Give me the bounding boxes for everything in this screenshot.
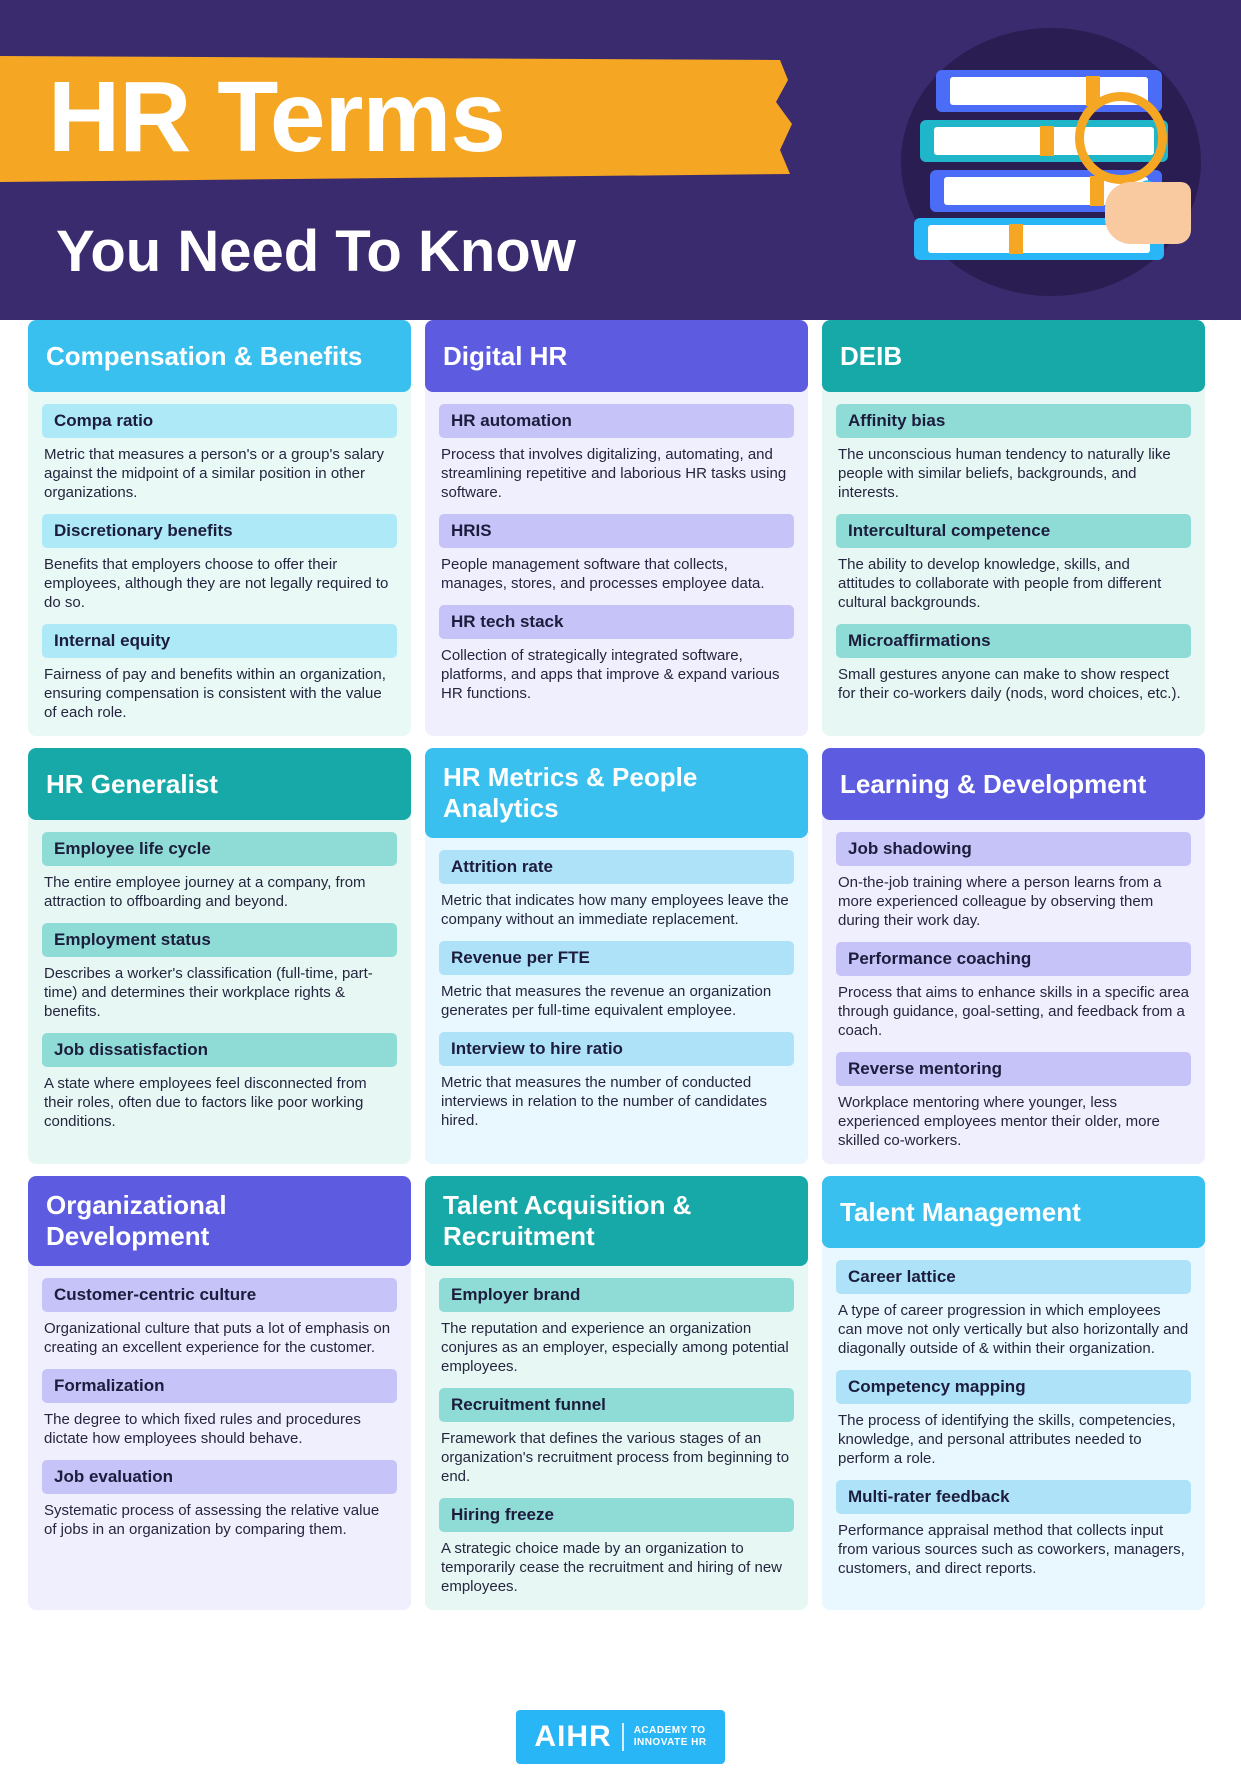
term-definition: The degree to which fixed rules and procedures dictate how employees should behave.: [44, 1411, 361, 1447]
logo-tagline-line1: ACADEMY TO: [633, 1725, 706, 1736]
term-label: Compa ratio: [42, 404, 397, 438]
term-label: Career lattice: [836, 1260, 1191, 1294]
term-card-title: Organizational Development: [28, 1176, 411, 1266]
term-card: [822, 320, 1205, 736]
term-definition: The reputation and experience an organization conjures as an employer, especially among potential employees.: [441, 1320, 789, 1375]
magnifier-icon: [1075, 92, 1167, 184]
term-card-title: HR Generalist: [28, 748, 411, 820]
term-card-title: Learning & Development: [822, 748, 1205, 820]
term-label: Job dissatisfaction: [42, 1033, 397, 1067]
term-card: [28, 320, 411, 736]
page-header: [0, 0, 1241, 320]
term-definition: Fairness of pay and benefits within an organization, ensuring compensation is consistent with the value of each role.: [44, 666, 386, 721]
term-definition: Metric that indicates how many employees leave the company without an immediate replacement.: [441, 892, 789, 928]
page-title: HR Terms: [48, 61, 505, 173]
term-definition: The entire employee journey at a company, from attraction to offboarding and beyond.: [44, 874, 366, 910]
term-definition: Metric that measures the revenue an organization generates per full-time equivalent employee.: [441, 983, 772, 1019]
term-definition: A state where employees feel disconnected from their roles, often due to factors like poor working conditions.: [44, 1075, 367, 1130]
term-card: [822, 1176, 1205, 1610]
page-footer: [0, 1710, 1241, 1764]
term-definition: Metric that measures a person's or a group's salary against the midpoint of a similar position in other organizations.: [44, 446, 385, 501]
term-definition: Framework that defines the various stages of an organization's recruitment process from beginning to end.: [441, 1430, 790, 1485]
hand-icon: [1105, 182, 1191, 244]
term-definition: Benefits that employers choose to offer their employees, although they are not legally required to do so.: [44, 556, 389, 611]
term-card: [28, 748, 411, 1164]
term-definition: People management software that collects, manages, stores, and processes employee data.: [441, 556, 765, 592]
term-definition: A strategic choice made by an organization to temporarily cease the recruitment and hiring of new employees.: [441, 1540, 783, 1595]
term-definition: A type of career progression in which employees can move not only vertically but also horizontally and diagonally outside of & within their organization.: [838, 1302, 1189, 1357]
term-label: Reverse mentoring: [836, 1052, 1191, 1086]
term-label: Attrition rate: [439, 850, 794, 884]
term-card: [28, 1176, 411, 1610]
term-label: Job shadowing: [836, 832, 1191, 866]
term-definition: The ability to develop knowledge, skills, and attitudes to collaborate with people from different cultural backgrounds.: [838, 556, 1162, 611]
term-label: Recruitment funnel: [439, 1388, 794, 1422]
term-label: Discretionary benefits: [42, 514, 397, 548]
term-label: Affinity bias: [836, 404, 1191, 438]
term-definition: Process that aims to enhance skills in a specific area through guidance, goal-setting, and feedback from a coach.: [838, 984, 1189, 1039]
term-definition: The unconscious human tendency to naturally like people with similar beliefs, backgrounds, and interests.: [838, 446, 1171, 501]
term-label: Intercultural competence: [836, 514, 1191, 548]
term-label: Microaffirmations: [836, 624, 1191, 658]
logo-wordmark: AIHR: [534, 1720, 612, 1753]
term-definition: Organizational culture that puts a lot of emphasis on creating an excellent experience for the customer.: [44, 1320, 391, 1356]
term-label: Employee life cycle: [42, 832, 397, 866]
term-label: HR tech stack: [439, 605, 794, 639]
term-card-title: Digital HR: [425, 320, 808, 392]
aihr-logo: [516, 1710, 724, 1764]
term-card: [425, 1176, 808, 1610]
logo-tagline: [634, 1725, 707, 1749]
term-card: [425, 748, 808, 1164]
term-label: Job evaluation: [42, 1460, 397, 1494]
term-card-title: HR Metrics & People Analytics: [425, 748, 808, 838]
page-subtitle: You Need To Know: [56, 219, 576, 284]
logo-tagline-line2: INNOVATE HR: [633, 1737, 707, 1748]
term-label: Multi-rater feedback: [836, 1480, 1191, 1514]
term-card-title: Talent Management: [822, 1176, 1205, 1248]
term-label: Revenue per FTE: [439, 941, 794, 975]
books-illustration: [914, 70, 1179, 270]
term-card-title: Compensation & Benefits: [28, 320, 411, 392]
term-label: Interview to hire ratio: [439, 1032, 794, 1066]
term-card: [425, 320, 808, 736]
term-label: Employment status: [42, 923, 397, 957]
term-card: [822, 748, 1205, 1164]
term-label: Performance coaching: [836, 942, 1191, 976]
term-label: Internal equity: [42, 624, 397, 658]
term-card-title: DEIB: [822, 320, 1205, 392]
term-card-title: Talent Acquisition & Recruitment: [425, 1176, 808, 1266]
term-definition: Systematic process of assessing the relative value of jobs in an organization by comparing them.: [44, 1502, 380, 1538]
term-definition: On-the-job training where a person learns from a more experienced colleague by observing them during their work day.: [838, 874, 1162, 929]
term-definition: Performance appraisal method that collects input from various sources such as coworkers, managers, customers, and direct reports.: [838, 1522, 1185, 1577]
term-label: Customer-centric culture: [42, 1278, 397, 1312]
term-definition: Workplace mentoring where younger, less experienced employees mentor their older, more skilled co-workers.: [838, 1094, 1160, 1149]
term-card-grid: [28, 320, 1213, 1610]
logo-divider: [622, 1723, 624, 1751]
term-label: Employer brand: [439, 1278, 794, 1312]
term-label: Competency mapping: [836, 1370, 1191, 1404]
term-label: HRIS: [439, 514, 794, 548]
term-definition: Process that involves digitalizing, automating, and streamlining repetitive and laborious HR tasks using software.: [441, 446, 787, 501]
term-label: Formalization: [42, 1369, 397, 1403]
term-definition: Metric that measures the number of conducted interviews in relation to the number of candidates hired.: [441, 1074, 768, 1129]
term-definition: Small gestures anyone can make to show respect for their co-workers daily (nods, word choices, etc.).: [838, 666, 1181, 702]
term-label: Hiring freeze: [439, 1498, 794, 1532]
term-definition: Describes a worker's classification (full-time, part-time) and determines their workplace rights & benefits.: [44, 965, 373, 1020]
term-label: HR automation: [439, 404, 794, 438]
term-definition: The process of identifying the skills, competencies, knowledge, and personal attributes needed to perform a role.: [838, 1412, 1176, 1467]
term-definition: Collection of strategically integrated software, platforms, and apps that improve & expand various HR functions.: [441, 647, 780, 702]
